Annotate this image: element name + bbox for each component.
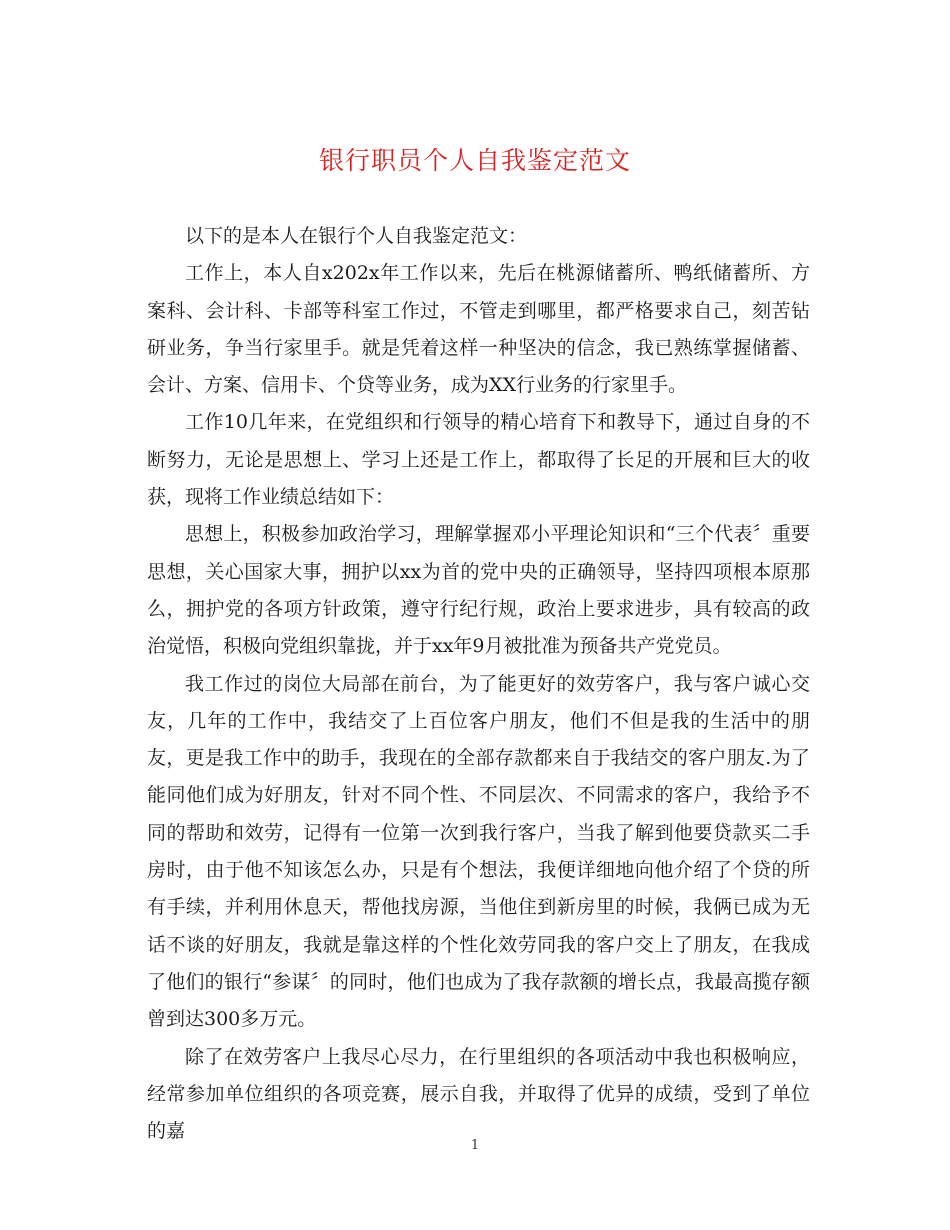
paragraph-ideology: 思想上，积极参加政治学习，理解掌握邓小平理论知识和“三个代表〞重要思想，关心国家大事，拥护以xx为首的党中央的正确领导，坚持四项根本原那么，拥护党的各项方针政策，遵守行纪行规，政治上要求进步，具有较高的政治觉悟，积极向党组织靠拢，并于xx年9月被批准为预备共产党党员。 [147,523,810,658]
page-number: 1 [470,1138,480,1153]
document-title: 银行职员个人自我鉴定范文 [318,146,631,175]
paragraph-work: 工作上，本人自x202x年工作以来，先后在桃源储蓄所、鸭纸储蓄所、方案科、会计科、卡部等科室工作过，不管走到哪里，都严格要求自己，刻苦钻研业务，争当行家里手。就是凭着这样一种坚决的信念，我已熟练掌握储蓄、会计、方案、信用卡、个贷等业务，成为XX行业务的行家里手。 [147,262,810,397]
paragraph-summary: 工作10几年来，在党组织和行领导的精心培育下和教导下，通过自身的不断努力，无论是思想上、学习上还是工作上，都取得了长足的开展和巨大的收获，现将工作业绩总结如下： [147,411,810,509]
paragraph-customer-service: 我工作过的岗位大局部在前台，为了能更好的效劳客户，我与客户诚心交友，几年的工作中，我结交了上百位客户朋友，他们不但是我的生活中的朋友，更是我工作中的助手，我现在的全部存款都来自于我结交的客户朋友.为了能同他们成为好朋友，针对不同个性、不同层次、不同需求的客户，我给予不同的帮助和效劳，记得有一位第一次到我行客户，当我了解到他要贷款买二手房时，由于他不知该怎么办，只是有个想法，我便详细地向他介绍了个贷的所有手续，并利用休息天，帮他找房源，当他住到新房里的时候，我俩已成为无话不谈的好朋友，我就是靠这样的个性化效劳同我的客户交上了朋友，在我成了他们的银行“参谋〞的同时，他们也成为了我存款额的增长点，我最高揽存额曾到达300多万元。 [147,672,810,1031]
paragraph-intro: 以下的是本人在银行个人自我鉴定范文： [185,225,528,247]
document-body [147,218,810,1150]
paragraph-activities: 除了在效劳客户上我尽心尽力，在行里组织的各项活动中我也积极响应，经常参加单位组织的各项竞赛，展示自我，并取得了优异的成绩，受到了单位的嘉 [147,1045,810,1143]
